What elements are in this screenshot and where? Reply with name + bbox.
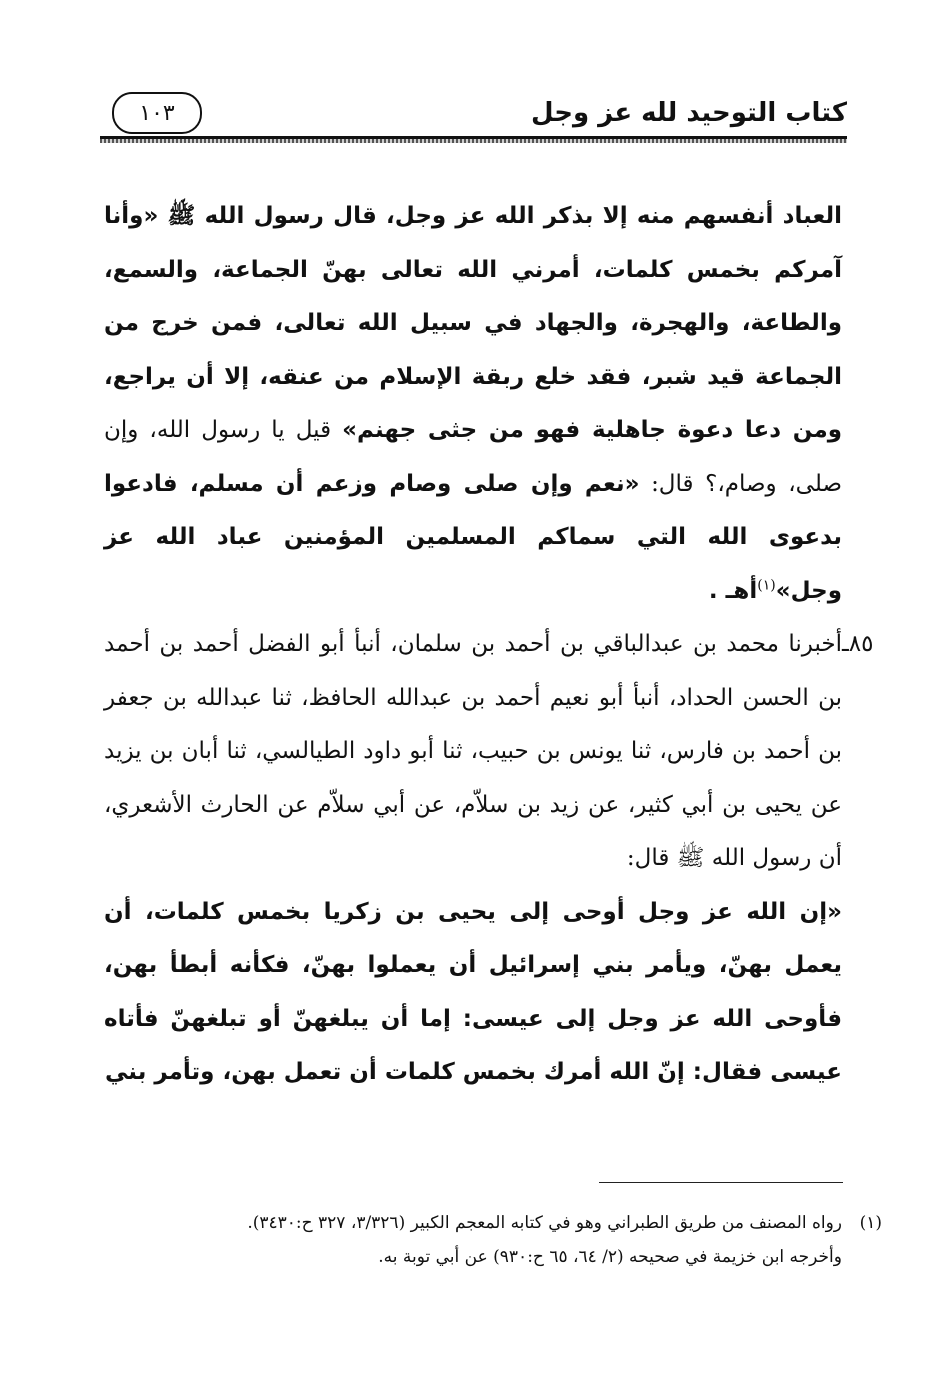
page-number-badge: [112, 92, 202, 134]
page-header: [100, 84, 847, 144]
page-number: ١٠٣: [139, 100, 175, 126]
footnote-line: رواه المصنف من طريق الطبراني وهو في كتابه المعجم الكبير (٣/٣٢٦، ٣٢٧ ح:٣٤٣٠).: [247, 1213, 842, 1233]
hadith-text-bold: العباد أنفسهم منه إلا بذكر الله عز وجل، قال رسول الله ﷺ «وأنا آمركم بخمس كلمات، أمرني الله تعالى بهنّ الجماعة، والسمع، والطاعة، والهجرة، والجهاد في سبيل الله تعالى، فمن خرج من الجماعة قيد شبر، فقد خلع ربقة الإسلام من عنقه، إلا أن يراجع، ومن دعا دعوة جاهلية فهو من جثى جهنم»: [104, 203, 842, 443]
footnote-separator: [599, 1182, 843, 1183]
hadith-number: ٨٥ـ: [842, 631, 874, 657]
footnote-ref[interactable]: (١): [757, 576, 776, 593]
hadith-entry: [104, 618, 874, 1100]
book-title: كتاب التوحيد لله عز وجل: [531, 98, 847, 128]
paragraph-end: أهـ .: [708, 577, 758, 604]
narrator-question: قيل يا رسول الله، وإن صلى، وصام،؟ قال:: [104, 417, 842, 497]
header-rule: [100, 136, 847, 143]
isnad-chain: أخبرنا محمد بن عبدالباقي بن أحمد بن سلمان، أنبأ أبو الفضل أحمد بن أحمد بن الحسن الحداد، أنبأ أبو نعيم أحمد بن عبدالله الحافظ، ثنا عبدالله بن جعفر بن أحمد بن فارس، ثنا يونس بن حبيب، ثنا أبو داود الطيالسي، ثنا أبان بن يزيد عن يحيى بن أبي كثير، عن زيد بن سلاّم، عن أبي سلاّم عن الحارث الأشعري، أن رسول الله ﷺ قال:: [104, 631, 843, 871]
hadith-answer-bold: «نعم وإن صلى وصام وزعم أن مسلم، فادعوا بدعوى الله التي سماكم المسلمين المؤمنين عباد الله عز وجل»: [104, 470, 842, 604]
hadith-matn: «إن الله عز وجل أوحى إلى يحيى بن زكريا بخمس كلمات، أن يعمل بهنّ، ويأمر بني إسرائيل أن يعملوا بهنّ، فكأنه أبطأ بهن، فأوحى الله عز وجل إلى عيسى: إما أن يبلغهنّ أو تبلغهنّ فأتاه عيسى فقال: إنّ الله أمرك بخمس كلمات أن تعمل بهن، وتأمر بني: [104, 898, 842, 1085]
paragraph-continuation: [104, 190, 842, 618]
footnote-line: وأخرجه ابن خزيمة في صحيحه (٢/ ٦٤، ٦٥ ح:٩٣٠) عن أبي توبة به.: [378, 1247, 842, 1267]
main-text: [104, 190, 874, 1100]
footnotes: [104, 1206, 882, 1274]
footnote-marker: (١): [859, 1213, 882, 1233]
